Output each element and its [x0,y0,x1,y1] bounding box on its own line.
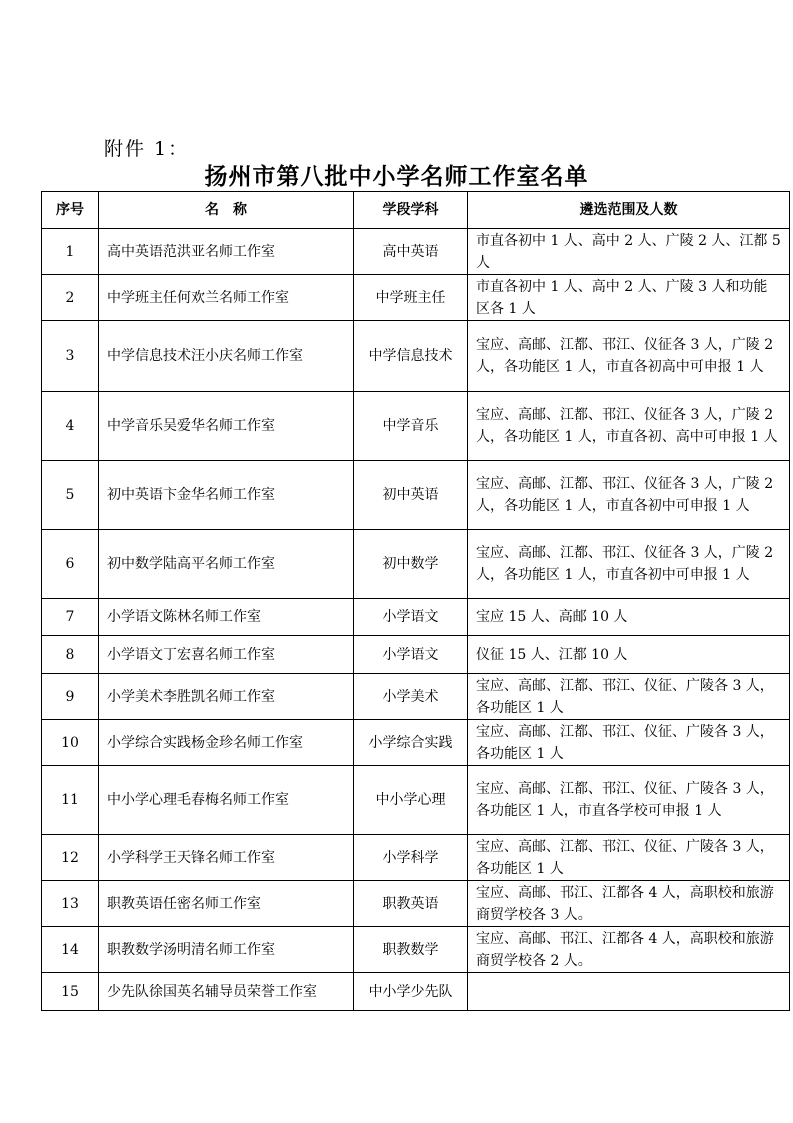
cell-seq: 14 [42,927,99,973]
cell-seq: 8 [42,636,99,674]
cell-name: 中学信息技术汪小庆名师工作室 [99,321,354,392]
header-subject: 学段学科 [354,192,468,229]
cell-seq: 12 [42,835,99,881]
header-name: 名 称 [99,192,354,229]
table-row [42,973,790,1011]
cell-seq: 11 [42,766,99,835]
cell-name: 初中英语卞金华名师工作室 [99,461,354,530]
table-row [42,275,790,321]
cell-scope: 仪征 15 人、江都 10 人 [468,636,790,674]
table-row [42,881,790,927]
cell-subject: 中小学心理 [354,766,468,835]
cell-name: 职教数学汤明清名师工作室 [99,927,354,973]
cell-subject: 小学语文 [354,599,468,636]
cell-subject: 小学美术 [354,674,468,720]
cell-name: 小学语文陈林名师工作室 [99,599,354,636]
cell-seq: 6 [42,530,99,599]
table-row [42,530,790,599]
cell-seq: 4 [42,392,99,461]
cell-scope: 宝应、高邮、江都、邗江、仪征各 3 人，广陵 2 人，各功能区 1 人，市直各初中可申报 1 人 [468,530,790,599]
cell-name: 中学班主任何欢兰名师工作室 [99,275,354,321]
cell-scope: 宝应、高邮、江都、邗江、仪征各 3 人，广陵 2 人，各功能区 1 人，市直各初中可申报 1 人 [468,461,790,530]
cell-seq: 10 [42,720,99,766]
cell-subject: 小学科学 [354,835,468,881]
cell-name: 中学音乐吴爱华名师工作室 [99,392,354,461]
cell-scope: 宝应、高邮、江都、邗江、仪征、广陵各 3 人，各功能区 1 人，市直各学校可申报 1 人 [468,766,790,835]
cell-subject: 中学班主任 [354,275,468,321]
cell-seq: 2 [42,275,99,321]
cell-seq: 9 [42,674,99,720]
cell-scope: 宝应、高邮、邗江、江都各 4 人，高职校和旅游商贸学校各 2 人。 [468,927,790,973]
cell-scope: 宝应、高邮、江都、邗江、仪征各 3 人，广陵 2 人，各功能区 1 人，市直各初、高中可申报 1 人 [468,392,790,461]
cell-subject: 中小学少先队 [354,973,468,1011]
cell-seq: 15 [42,973,99,1011]
cell-subject: 初中数学 [354,530,468,599]
cell-subject: 中学音乐 [354,392,468,461]
table-row [42,766,790,835]
cell-name: 小学语文丁宏喜名师工作室 [99,636,354,674]
table-row [42,720,790,766]
header-seq: 序号 [42,192,99,229]
cell-scope: 宝应 15 人、高邮 10 人 [468,599,790,636]
cell-scope: 宝应、高邮、江都、邗江、仪征、广陵各 3 人，各功能区 1 人 [468,720,790,766]
studio-list-table [41,191,790,1011]
table-row [42,636,790,674]
cell-scope: 宝应、高邮、邗江、江都各 4 人，高职校和旅游商贸学校各 3 人。 [468,881,790,927]
table-row [42,229,790,275]
cell-name: 职教英语任密名师工作室 [99,881,354,927]
table-row [42,927,790,973]
cell-subject: 职教数学 [354,927,468,973]
cell-name: 小学美术李胜凯名师工作室 [99,674,354,720]
table-row [42,599,790,636]
cell-scope: 市直各初中 1 人、高中 2 人、广陵 3 人和功能区各 1 人 [468,275,790,321]
cell-seq: 3 [42,321,99,392]
table-row [42,392,790,461]
header-scope: 遴选范围及人数 [468,192,790,229]
cell-scope [468,973,790,1011]
cell-seq: 13 [42,881,99,927]
cell-name: 小学综合实践杨金珍名师工作室 [99,720,354,766]
table-row [42,835,790,881]
cell-scope: 宝应、高邮、江都、邗江、仪征、广陵各 3 人，各功能区 1 人 [468,835,790,881]
cell-name: 初中数学陆高平名师工作室 [99,530,354,599]
table-row [42,461,790,530]
cell-subject: 初中英语 [354,461,468,530]
cell-scope: 宝应、高邮、江都、邗江、仪征各 3 人，广陵 2 人，各功能区 1 人，市直各初高中可申报 1 人 [468,321,790,392]
table-row [42,674,790,720]
cell-subject: 高中英语 [354,229,468,275]
cell-name: 少先队徐国英名辅导员荣誉工作室 [99,973,354,1011]
cell-subject: 小学语文 [354,636,468,674]
document-title: 扬州市第八批中小学名师工作室名单 [204,164,589,190]
cell-subject: 小学综合实践 [354,720,468,766]
cell-subject: 职教英语 [354,881,468,927]
cell-scope: 宝应、高邮、江都、邗江、仪征、广陵各 3 人，各功能区 1 人 [468,674,790,720]
cell-scope: 市直各初中 1 人、高中 2 人、广陵 2 人、江都 5 人 [468,229,790,275]
attachment-label: 附件 1： [104,138,190,160]
cell-seq: 1 [42,229,99,275]
cell-name: 中小学心理毛春梅名师工作室 [99,766,354,835]
cell-subject: 中学信息技术 [354,321,468,392]
cell-seq: 7 [42,599,99,636]
table-row [42,321,790,392]
cell-name: 高中英语范洪亚名师工作室 [99,229,354,275]
table-header-row [42,192,790,229]
cell-name: 小学科学王天锋名师工作室 [99,835,354,881]
cell-seq: 5 [42,461,99,530]
